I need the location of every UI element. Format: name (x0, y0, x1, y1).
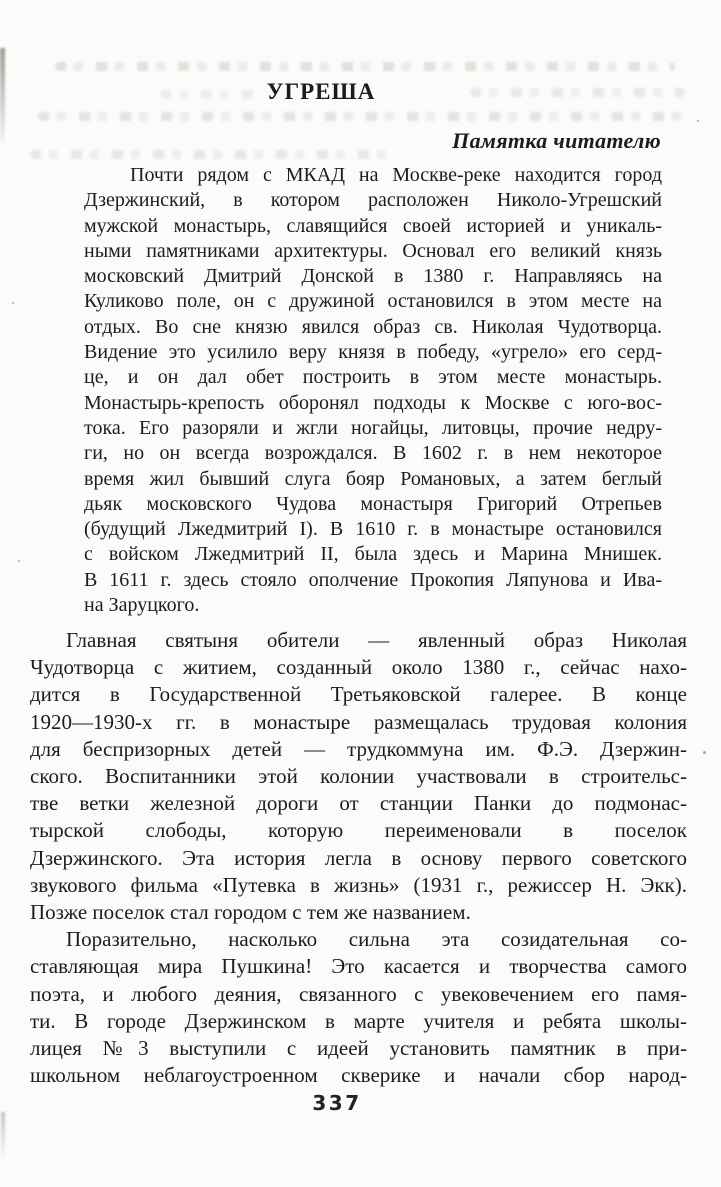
text-line: мужской монастырь, славящийся своей историей и уникаль- (84, 214, 662, 237)
chapter-title: УГРЕША (266, 79, 376, 104)
text-line: тока. Его разоряли и жгли ногайцы, литовцы, прочие недру- (84, 416, 662, 439)
text-line: поэта, и любого деяния, связанного с увековечением его памя- (30, 981, 687, 1006)
text-line: ги, но он всегда возрождался. В 1602 г. в нем некоторое (84, 442, 662, 465)
text-line: В 1611 г. здесь стояло ополчение Прокопия Ляпунова и Ива- (84, 568, 662, 591)
scan-edge-smudge (1, 1112, 5, 1157)
text-line: Дзержинского. Эта история легла в основу первого советского (30, 845, 687, 870)
text-line: звукового фильма «Путевка в жизнь» (1931 г., режиссер Н. Экк). (30, 872, 687, 897)
scan-speckle (703, 751, 706, 754)
text-line: тырской слободы, которую переименовали в поселок (30, 818, 687, 843)
text-line: время жил бывший слуга бояр Романовых, а затем беглый (84, 467, 662, 490)
text-line: на Заруцкого. (84, 594, 200, 617)
text-line: ными памятниками архитектуры. Основал его великий князь (84, 239, 662, 262)
scan-speckle (12, 302, 14, 304)
text-line: 1920—1930-х гг. в монастыре размещалась трудовая колония (30, 709, 687, 734)
body-text (30, 627, 687, 1089)
text-line: московский Дмитрий Донской в 1380 г. Направляясь на (84, 265, 662, 288)
text-line: школьном неблагоустроенном скверике и начали сбор народ- (30, 1063, 687, 1088)
section-heading: Памятка читателю (452, 128, 661, 153)
reader-note-block (84, 163, 662, 618)
text-line: дится в Государственной Третьяковской галерее. В конце (30, 682, 687, 707)
text-line: тве ветки железной дороги от станции Панки до подмонас- (30, 791, 687, 816)
page-number: 337 (312, 1091, 362, 1115)
text-line: Куликово поле, он с дружиной остановился в этом месте на (84, 290, 662, 313)
text-line: (будущий Лжедмитрий I). В 1610 г. в монастыре остановился (84, 518, 662, 541)
text-line: Дзержинский, в котором расположен Николо-Угрешский (84, 189, 662, 212)
text-line: Чудотворца с житием, созданный около 1380 г., сейчас нахо- (30, 655, 687, 680)
text-line: с войском Лжедмитрий II, была здесь и Марина Мнишек. (84, 543, 662, 566)
text-line: Главная святыня обители — явленный образ Николая (66, 628, 687, 652)
text-line: отдых. Во сне князю явился образ св. Николая Чудотворца. (84, 315, 662, 338)
text-line: ти. В городе Дзержинском в марте учителя и ребята школы- (30, 1008, 687, 1033)
text-line: лицея №3 выступили с идеей установить памятник в при- (30, 1036, 687, 1061)
text-line: Почти рядом с МКАД на Москве-реке находится город (130, 164, 662, 186)
body-paragraph (30, 627, 687, 926)
body-paragraph (30, 926, 687, 1089)
text-line: ставляющая мира Пушкина! Это касается и творчества самого (30, 954, 687, 979)
text-line: це, и он дал обет построить в этом месте монастырь. (84, 366, 662, 389)
text-line: дьяк московского Чудова монастыря Григорий Отрепьев (84, 492, 662, 515)
bleedthrough-artifact (38, 112, 688, 121)
text-line: ского. Воспитанники этой колонии участвовали в строительс- (30, 764, 687, 789)
scan-speckle (697, 120, 699, 122)
text-line: Монастырь-крепость оборонял подходы к Москве с юго-вос- (84, 391, 662, 414)
bleedthrough-artifact (30, 150, 390, 159)
text-line: Видение это усилило веру князя в победу, «угрело» его серд- (84, 341, 662, 364)
scan-speckle (18, 560, 20, 562)
text-line: Позже поселок стал городом с тем же названием. (30, 900, 471, 925)
bleedthrough-artifact (55, 62, 675, 71)
text-line: для беспризорных детей — трудкоммуна им. Ф.Э. Дзержин- (30, 736, 687, 761)
text-line: Поразительно, насколько сильна эта созидательная со- (66, 927, 687, 952)
